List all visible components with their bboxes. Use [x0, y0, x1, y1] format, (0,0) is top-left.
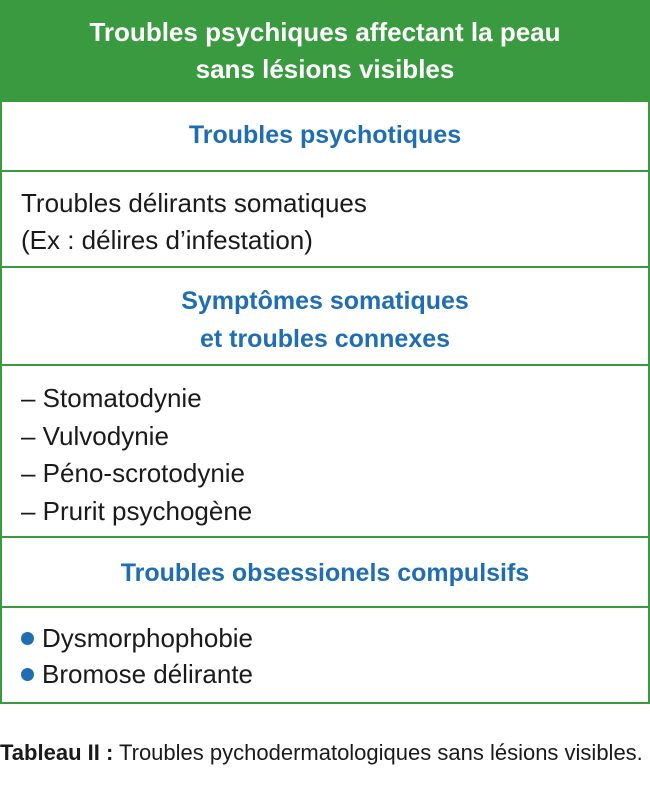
- section-title-somatic: [2, 266, 648, 364]
- section-body-ocd: [2, 606, 648, 702]
- section-title-line: et troubles connexes: [199, 325, 451, 353]
- list-item: – Vulvodynie: [21, 420, 169, 451]
- section-body-somatic: [2, 364, 648, 536]
- bullet-icon: [21, 632, 34, 645]
- section-title-line: Troubles psychotiques: [188, 121, 462, 149]
- bullet-list-item: [21, 656, 648, 692]
- list-item: Troubles délirants somatiques: [21, 188, 367, 218]
- list-item: – Prurit psychogène: [21, 495, 253, 526]
- list-item-text: Dysmorphophobie: [42, 623, 254, 653]
- list-item: (Ex : délires d’infestation): [21, 225, 313, 255]
- table-caption: [0, 737, 650, 769]
- list-item: – Péno-scrotodynie: [21, 458, 246, 488]
- section-title-line: Symptômes somatiques: [181, 287, 469, 315]
- section-title-psychotic: [2, 100, 648, 170]
- list-item: – Stomatodynie: [21, 383, 202, 413]
- bullet-list-item: [21, 620, 648, 656]
- section-body-psychotic: [2, 170, 648, 266]
- caption-label: Tableau II :: [0, 740, 114, 765]
- list-item-text: Bromose délirante: [42, 659, 253, 689]
- table-header-line-1: Troubles psychiques affectant la peau: [89, 17, 561, 47]
- table-header: [2, 2, 648, 100]
- bullet-icon: [21, 668, 34, 681]
- section-title-ocd: [2, 536, 648, 606]
- caption-text: Troubles pychodermatologiques sans lésions visibles.: [113, 740, 643, 765]
- table-header-line-2: sans lésions visibles: [195, 54, 455, 84]
- section-title-line: Troubles obsessionels compulsifs: [120, 559, 530, 587]
